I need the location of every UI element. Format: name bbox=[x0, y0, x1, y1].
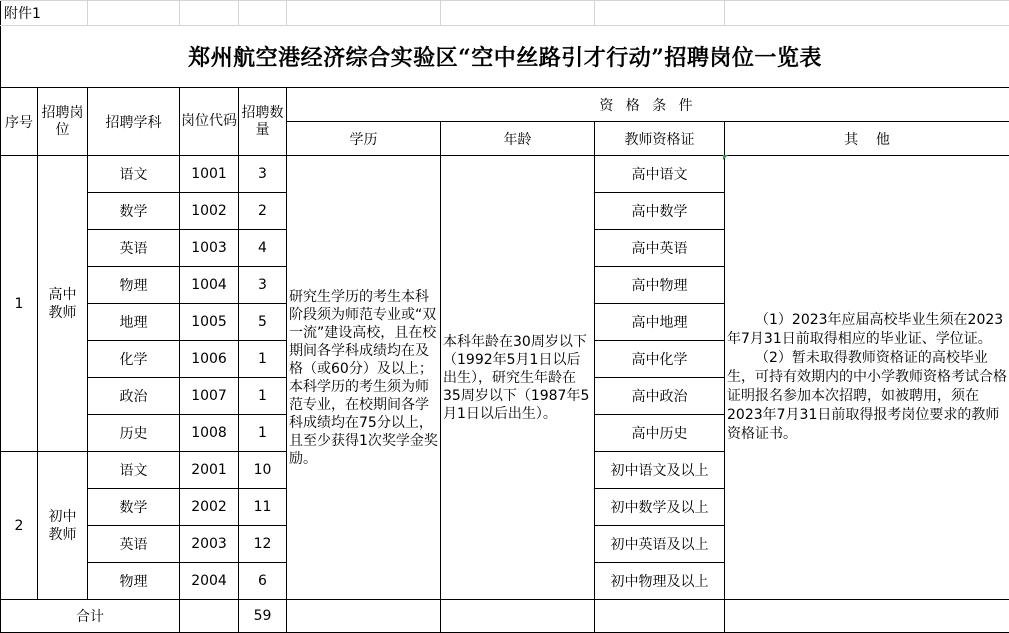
other-requirements bbox=[725, 156, 1009, 600]
header-subject: 招聘学科 bbox=[88, 88, 180, 156]
cert-cell: 初中英语及以上 bbox=[595, 526, 725, 563]
count-cell: 10 bbox=[239, 452, 287, 489]
subject-cell: 数学 bbox=[88, 193, 180, 230]
cert-cell: 初中物理及以上 bbox=[595, 563, 725, 600]
count-cell: 12 bbox=[239, 526, 287, 563]
header-code: 岗位代码 bbox=[180, 88, 239, 156]
age-requirement: 本科年龄在30周岁以下（1992年5月1日以后出生），研究生年龄在35周岁以下（1987年5月1日以后出生）。 bbox=[441, 156, 595, 600]
header-age: 年龄 bbox=[441, 122, 595, 156]
attachment-label: 附件1 bbox=[1, 1, 88, 26]
subject-cell: 数学 bbox=[88, 489, 180, 526]
attachment-row bbox=[1, 1, 1009, 26]
cert-cell: 高中历史 bbox=[595, 415, 725, 452]
group-post-line2: 教师 bbox=[38, 526, 87, 544]
group-post bbox=[38, 452, 88, 600]
header-post: 招聘岗位 bbox=[38, 88, 88, 156]
group-seq: 1 bbox=[1, 156, 38, 452]
code-cell: 2003 bbox=[180, 526, 239, 563]
count-cell: 1 bbox=[239, 378, 287, 415]
cert-cell: 高中化学 bbox=[595, 341, 725, 378]
subject-cell: 英语 bbox=[88, 526, 180, 563]
group-post bbox=[38, 156, 88, 452]
count-cell: 3 bbox=[239, 267, 287, 304]
subject-cell: 语文 bbox=[88, 156, 180, 193]
group-post-line1: 高中 bbox=[38, 286, 87, 304]
cert-cell: 高中英语 bbox=[595, 230, 725, 267]
total-label: 合计 bbox=[1, 600, 180, 633]
count-cell: 3 bbox=[239, 156, 287, 193]
total-value: 59 bbox=[239, 600, 287, 633]
table-row bbox=[1, 156, 1009, 193]
group-seq: 2 bbox=[1, 452, 38, 600]
cell-comment-marker bbox=[723, 155, 728, 160]
code-cell: 1008 bbox=[180, 415, 239, 452]
code-cell: 1007 bbox=[180, 378, 239, 415]
cert-cell: 高中政治 bbox=[595, 378, 725, 415]
subject-cell: 物理 bbox=[88, 267, 180, 304]
header-other: 其 他 bbox=[725, 122, 1009, 156]
code-cell: 2002 bbox=[180, 489, 239, 526]
header-count: 招聘数量 bbox=[239, 88, 287, 156]
education-requirement: 研究生学历的考生本科阶段须为师范专业或“双一流”建设高校，且在校期间各学科成绩均在及格（或60分）及以上；本科学历的考生须为师范专业，在校期间各学科成绩均在75分以上，且至少获得1次奖学金奖励。 bbox=[287, 156, 441, 600]
header-qualifications: 资 格 条 件 bbox=[287, 88, 1009, 122]
cert-cell: 高中数学 bbox=[595, 193, 725, 230]
header-seq: 序号 bbox=[1, 88, 38, 156]
count-cell: 4 bbox=[239, 230, 287, 267]
header-education: 学历 bbox=[287, 122, 441, 156]
subject-cell: 语文 bbox=[88, 452, 180, 489]
header-certificate: 教师资格证 bbox=[595, 122, 725, 156]
subject-cell: 政治 bbox=[88, 378, 180, 415]
cert-cell: 高中物理 bbox=[595, 267, 725, 304]
count-cell: 1 bbox=[239, 341, 287, 378]
count-cell: 1 bbox=[239, 415, 287, 452]
code-cell: 1002 bbox=[180, 193, 239, 230]
page-title: 郑州航空港经济综合实验区“空中丝路引才行动”招聘岗位一览表 bbox=[1, 26, 1009, 88]
count-cell: 5 bbox=[239, 304, 287, 341]
group-post-line1: 初中 bbox=[38, 508, 87, 526]
cert-cell: 初中数学及以上 bbox=[595, 489, 725, 526]
other-para-2: （2）暂未取得教师资格证的高校毕业生，可持有效期内的中小学教师资格考试合格证明报名参加本次招聘，如被聘用，须在2023年7月31日前取得报考岗位要求的教师资格证书。 bbox=[727, 349, 1007, 444]
subject-cell: 历史 bbox=[88, 415, 180, 452]
cert-cell: 高中地理 bbox=[595, 304, 725, 341]
code-cell: 1006 bbox=[180, 341, 239, 378]
count-cell: 11 bbox=[239, 489, 287, 526]
subject-cell: 化学 bbox=[88, 341, 180, 378]
other-para-1: （1）2023年应届高校毕业生须在2023年7月31日前取得相应的毕业证、学位证。 bbox=[727, 311, 1007, 349]
subject-cell: 地理 bbox=[88, 304, 180, 341]
code-cell: 1003 bbox=[180, 230, 239, 267]
subject-cell: 英语 bbox=[88, 230, 180, 267]
code-cell: 1001 bbox=[180, 156, 239, 193]
group-post-line2: 教师 bbox=[38, 304, 87, 322]
cert-cell: 高中语文 bbox=[595, 156, 725, 193]
cert-cell: 初中语文及以上 bbox=[595, 452, 725, 489]
count-cell: 2 bbox=[239, 193, 287, 230]
header-row-1 bbox=[1, 88, 1009, 122]
count-cell: 6 bbox=[239, 563, 287, 600]
code-cell: 2001 bbox=[180, 452, 239, 489]
total-row bbox=[1, 600, 1009, 633]
code-cell: 1005 bbox=[180, 304, 239, 341]
code-cell: 2004 bbox=[180, 563, 239, 600]
subject-cell: 物理 bbox=[88, 563, 180, 600]
title-row bbox=[1, 26, 1009, 88]
code-cell: 1004 bbox=[180, 267, 239, 304]
